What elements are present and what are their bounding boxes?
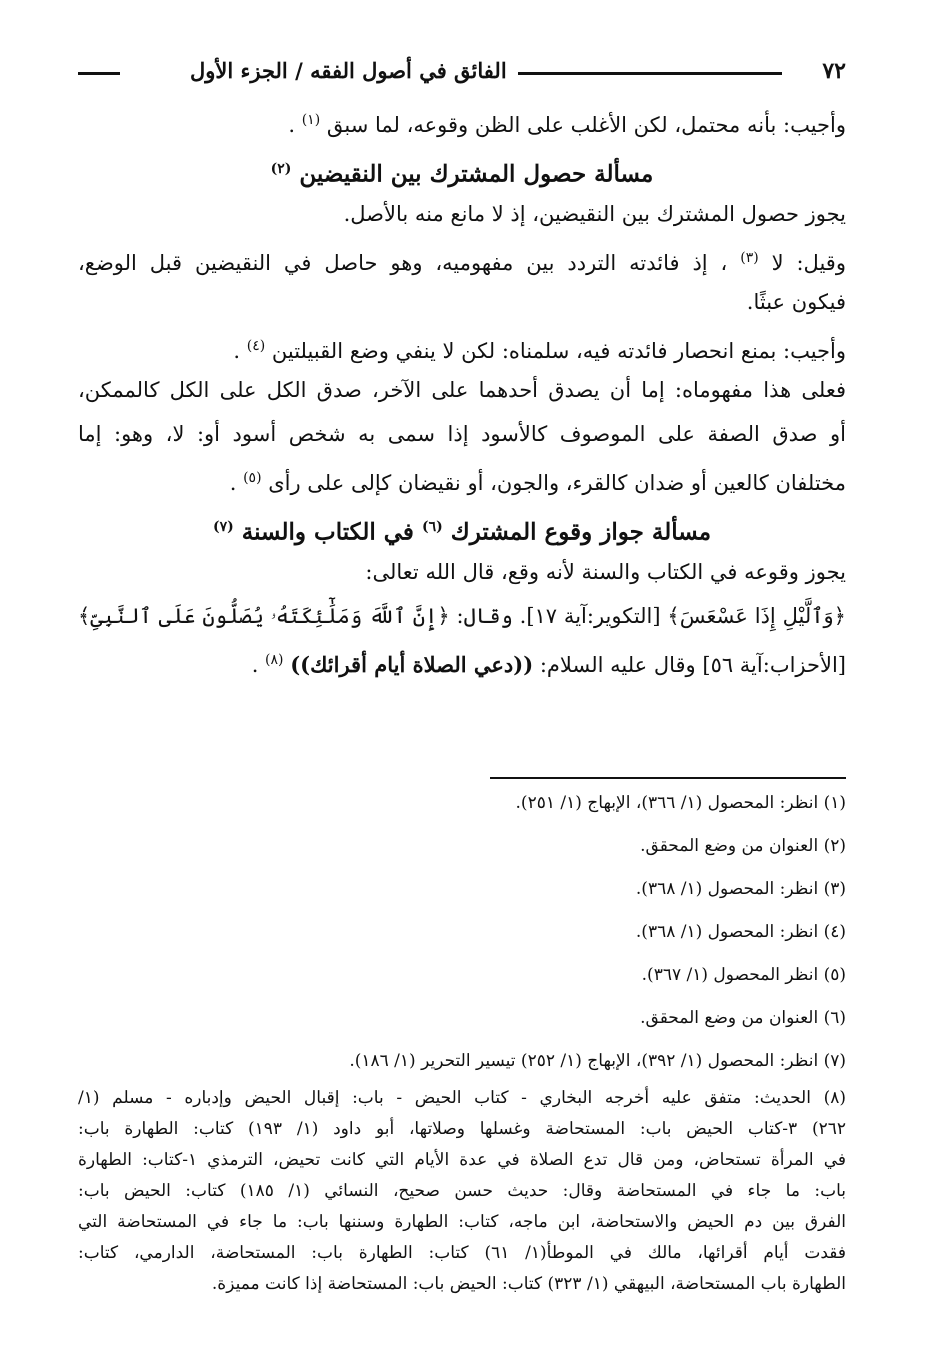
text-span: . — [251, 653, 266, 677]
text-span: مختلفان كالعين أو ضدان كالقرء، والجون، أو نقيضان كإلى على رأى — [268, 471, 846, 495]
hadith-quote: ((دعي الصلاة أيام أقرائك)) — [290, 652, 534, 677]
footnote-ref: (٦) — [421, 519, 443, 535]
text-line — [78, 282, 846, 326]
footnote-line: الفرق بين دم الحيض والاستحاضة، ابن ماجه، كتاب: الطهارة وسننها باب: ما جاء في المستحاضة التي — [78, 1212, 846, 1232]
text-span: . — [288, 113, 302, 137]
section-heading — [78, 502, 846, 552]
text-line — [78, 552, 846, 596]
text-line — [78, 458, 846, 502]
text-span: فيكون عبثًا. — [746, 290, 846, 314]
text-span: وأجيب: بأنه محتمل، لكن الأغلب على الظن وقوعه، لما سبق — [326, 113, 846, 137]
footnote-ref: (٧) — [212, 519, 234, 535]
footnote-line: باب: ما جاء في المستحاضة وقال: حديث حسن صحيح، النسائي (١/ ١٨٥) كتاب: الحيض باب: — [78, 1181, 846, 1201]
text-line — [78, 194, 846, 238]
footnote-ref: (٣) — [740, 250, 759, 266]
footnote-line: فقدت أيام أقرائها، مالك في الموطأ(١/ ٦١) كتاب: الطهارة باب: المستحاضة، الدارمي، كتاب: — [78, 1243, 846, 1263]
text-span: أو صدق الصفة على الموصوف كالأسود إذا سمى به شخص أسود أو: لا، وهو: إما — [78, 422, 846, 446]
footnote-ref: (٨) — [265, 652, 284, 668]
footnote-line: في المرأة تستحاض، ومن قال تدع الصلاة في عدة الأيام التي كانت تحيض، الترمذي ١-كتاب: الطهارة — [78, 1150, 846, 1170]
section-heading — [78, 144, 846, 194]
heading-text: في الكتاب والسنة — [241, 518, 414, 546]
footnote: (٥) انظر المحصول (١/ ٣٦٧). — [641, 965, 846, 985]
main-text — [78, 100, 846, 684]
footnote-separator — [490, 777, 846, 779]
text-line — [78, 640, 846, 684]
footnote-ref: (١) — [301, 112, 321, 128]
text-span: يجوز وقوعه في الكتاب والسنة لأنه وقع، قال الله تعالى: — [365, 560, 846, 584]
running-title: الفائق في أصول الفقه / الجزء الأول — [190, 58, 507, 83]
text-span: يجوز حصول المشترك بين النقيضين، إذ لا مانع منه بالأصل. — [343, 202, 846, 226]
footnote: (٦) العنوان من وضع المحقق. — [640, 1008, 846, 1028]
footnote: (٧) انظر: المحصول (١/ ٣٩٢)، الإبهاج (١/ ٢٥٢) تيسير التحرير (١/ ١٨٦). — [349, 1051, 846, 1071]
footnote-ref: (٢) — [270, 161, 292, 177]
text-line — [78, 414, 846, 458]
page-header — [78, 56, 846, 86]
text-span: ، إذ فائدته التردد بين مفهوميه، وهو حاصل في النقيضين قبل الوضع، — [78, 251, 728, 275]
footnote: (١) انظر: المحصول (١/ ٣٦٦)، الإبهاج (١/ ٢٥١). — [515, 793, 846, 813]
text-span: . — [229, 471, 244, 495]
footnote: (٤) انظر: المحصول (١/ ٣٦٨). — [635, 922, 846, 942]
text-line — [78, 238, 846, 282]
footnote-line: الطهارة باب المستحاضة، البيهقي (١/ ٣٢٣) كتاب: الحيض باب: المستحاضة إذا كانت مميزة. — [211, 1274, 846, 1294]
header-rule — [78, 72, 120, 75]
footnote-long — [78, 1083, 846, 1300]
footnote-ref: (٤) — [246, 338, 266, 354]
footnotes — [78, 782, 846, 1300]
quran-verse-line — [78, 596, 846, 640]
text-span: ﴿وَٱلَّيْلِ إِذَا عَسْعَسَ﴾ [التكوير:آية ١٧]. وقال: ﴿إِنَّ ٱللَّهَ وَمَلَٰٓئِكَتَهُۥ يُصَلُّونَ عَلَى ٱلنَّبِىِّ﴾ — [78, 604, 846, 628]
text-span: وأجيب: بمنع انحصار فائدته فيه، سلمناه: لكن لا ينفي وضع القبيلتين — [271, 339, 846, 363]
text-span: وقيل: لا — [771, 251, 846, 275]
footnote: (٢) العنوان من وضع المحقق. — [640, 836, 846, 856]
text-span: فعلى هذا مفهوماه: إما أن يصدق أحدهما على الآخر، صدق الكل على الكل كالممكن، — [78, 378, 846, 402]
footnote-line: ٢٦٢) ٣-كتاب الحيض باب: المستحاضة وغسلها وصلاتها، أبو داود (١/ ١٩٣) كتاب: الطهارة باب: — [78, 1119, 846, 1139]
heading-text: مسألة جواز وقوع المشترك — [450, 518, 712, 546]
footnote-line: (٨) الحديث: متفق عليه أخرجه البخاري - كتاب الحيض - باب: إقبال الحيض وإدباره - مسلم (١/ — [78, 1088, 846, 1108]
footnote-ref: (٥) — [243, 470, 262, 486]
text-line — [78, 326, 846, 370]
header-rule — [518, 72, 782, 75]
text-span: . — [233, 339, 247, 363]
text-line — [78, 100, 846, 144]
heading-text: مسألة حصول المشترك بين النقيضين — [299, 160, 654, 188]
text-line — [78, 370, 846, 414]
page-number: ٧٢ — [822, 58, 846, 84]
text-span: [الأحزاب:آية ٥٦] وقال عليه السلام: — [533, 653, 846, 677]
footnote: (٣) انظر: المحصول (١/ ٣٦٨). — [635, 879, 846, 899]
